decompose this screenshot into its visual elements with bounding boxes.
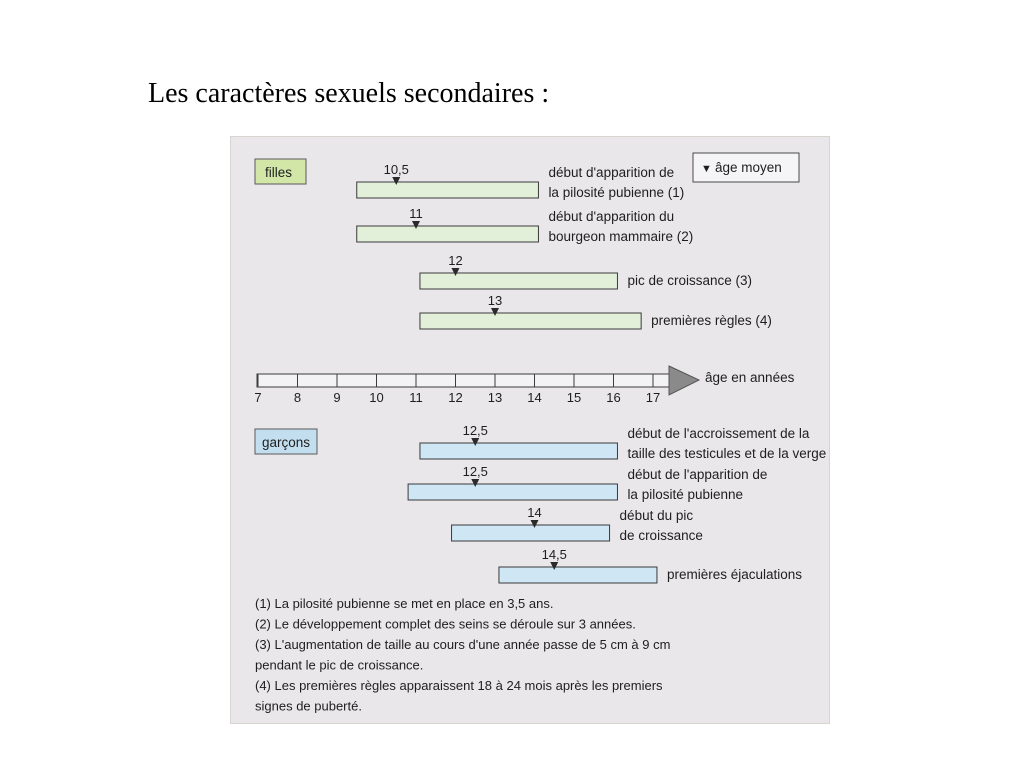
girls-range-bar [420,313,641,329]
slide-title: Les caractères sexuels secondaires : [148,78,550,109]
boys-range-bar [408,484,617,500]
puberty-timeline-figure [230,136,830,724]
girls-description: bourgeon mammaire (2) [548,229,694,244]
boys-range-bar [499,567,657,583]
boys-range-bar [452,525,610,541]
timeline-diagram [231,137,829,723]
footnote-line: (4) Les premières règles apparaissent 18 à 24 mois après les premiers [255,678,663,693]
boys-label: garçons [262,435,311,450]
girls-mean-value: 13 [487,293,503,308]
footnote-line: (3) L'augmentation de taille au cours d'une année passe de 5 cm à 9 cm [255,637,671,652]
girls-mean-value: 12 [448,253,463,268]
girls-range-bar [357,182,539,198]
axis-label: âge en années [705,370,795,385]
girls-mean-value: 11 [409,206,423,221]
axis-tick-label: 17 [645,390,661,405]
axis-tick-label: 8 [293,390,302,405]
girls-label: filles [265,165,293,180]
girls-description: début d'apparition de [548,165,675,180]
girls-mean-value: 10,5 [383,162,409,177]
boys-description: la pilosité pubienne [627,487,744,502]
girls-range-bar [357,226,539,242]
legend-marker-icon: ▼ [701,163,712,175]
boys-description: début du pic [619,508,694,523]
axis-tick-label: 13 [487,390,503,405]
boys-mean-value: 14 [527,505,542,520]
footnote-line: (2) Le développement complet des seins se déroule sur 3 années. [255,616,636,632]
girls-range-bar [420,273,618,289]
boys-mean-value: 12,5 [462,423,488,438]
boys-description: début de l'apparition de [627,467,768,482]
legend-label: âge moyen [715,160,782,175]
boys-range-bar [420,443,618,459]
boys-mean-value: 12,5 [462,464,488,479]
axis-tick-label: 15 [566,390,582,405]
axis-tick-label: 11 [409,390,423,405]
axis-tick-label: 14 [527,390,542,405]
boys-mean-value: 14,5 [541,547,567,562]
footnote-line: (1) La pilosité pubienne se met en place en 3,5 ans. [255,596,554,611]
axis-tick-label: 10 [369,390,384,405]
girls-description: la pilosité pubienne (1) [548,185,685,200]
girls-description: pic de croissance (3) [627,273,753,288]
axis-tick-label: 9 [333,390,341,405]
axis-bar [257,374,669,387]
legend [693,153,799,182]
footnote-line: signes de puberté. [255,698,362,714]
girls-description: début d'apparition du [548,209,675,224]
axis-tick-label: 12 [448,390,463,405]
boys-description: de croissance [619,528,703,543]
boys-description: premières éjaculations [666,567,803,582]
axis-tick-label: 7 [254,390,262,405]
footnote-line: pendant le pic de croissance. [255,657,424,673]
boys-description: début de l'accroissement de la [627,426,810,441]
boys-description: taille des testicules et de la verge [627,446,827,461]
axis-tick-label: 16 [606,390,621,405]
girls-description: premières règles (4) [651,313,772,328]
